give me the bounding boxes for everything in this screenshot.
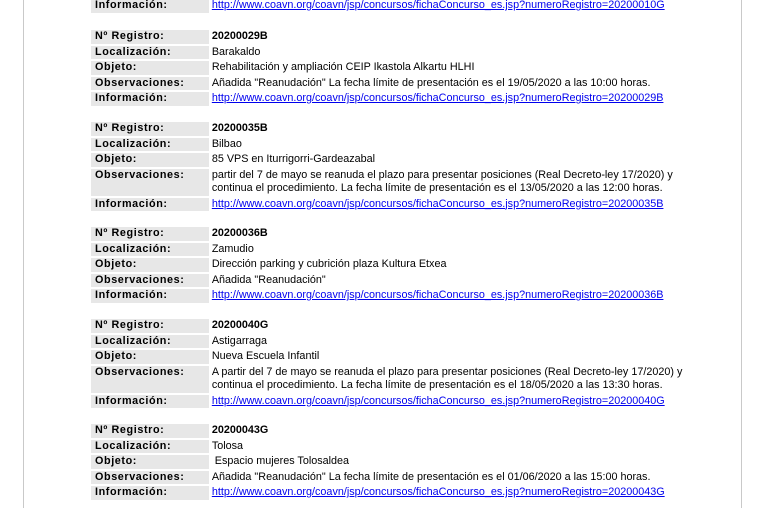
record [91,227,691,305]
observaciones-value: Añadida "Reanudación" [211,273,326,286]
info-link[interactable]: http://www.coavn.org/coavn/jsp/concursos/fichaConcurso_es.jsp?numeroRegistro=20200043G [211,486,665,498]
info-link[interactable]: http://www.coavn.org/coavn/jsp/concursos/fichaConcurso_es.jsp?numeroRegistro=20200035B [211,197,664,210]
info-label: Información: [91,198,209,212]
info-label: Información: [91,289,209,303]
localizacion-label: Localización: [91,46,209,60]
registro-value: 20200029B [211,30,268,42]
record [91,30,691,108]
info-label: Información: [91,395,209,409]
observaciones-label: Observaciones: [91,169,209,196]
localizacion-value: Bilbao [211,137,242,150]
objeto-value: 85 VPS en Iturrigorri-Gardeazabal [211,153,376,165]
objeto-label: Objeto: [91,61,209,75]
objeto-label: Objeto: [91,350,209,364]
info-row [91,0,691,13]
registro-label: Nº Registro: [91,424,209,438]
observaciones-value: partir del 7 de mayo se reanuda el plazo para presentar posiciones (Real Decreto-ley 17/2020) y continua el procedimiento. La fecha límite de presentación es el 13/05/2020 a las 12:00 horas. [211,168,673,194]
registro-value: 20200040G [211,319,269,331]
observaciones-label: Observaciones: [91,77,209,91]
objeto-value: Espacio mujeres Tolosaldea [211,455,350,467]
registro-value: 20200043G [211,424,269,436]
info-link[interactable]: http://www.coavn.org/coavn/jsp/concursos/fichaConcurso_es.jsp?numeroRegistro=20200010G [211,0,665,11]
registro-value: 20200035B [211,122,268,134]
info-label: Información: [91,486,209,500]
localizacion-value: Astigarraga [211,334,268,347]
localizacion-value: Zamudio [211,242,254,255]
observaciones-value: Añadida "Reanudación" La fecha límite de presentación es el 01/06/2020 a las 15:00 horas. [211,470,651,483]
registro-label: Nº Registro: [91,122,209,136]
info-link[interactable]: http://www.coavn.org/coavn/jsp/concursos/fichaConcurso_es.jsp?numeroRegistro=20200029B [211,92,664,104]
observaciones-label: Observaciones: [91,366,209,393]
localizacion-label: Localización: [91,335,209,349]
registro-label: Nº Registro: [91,227,209,241]
record [91,424,691,502]
objeto-value: Nueva Escuela Infantil [211,350,320,362]
info-label: Información: [91,92,209,106]
localizacion-label: Localización: [91,440,209,454]
record [91,319,691,410]
registro-value: 20200036B [211,227,268,239]
objeto-label: Objeto: [91,153,209,167]
observaciones-value: A partir del 7 de mayo se reanuda el plazo para presentar posiciones (Real Decreto-ley 17/2020) y continua el procedimiento. La fecha límite de presentación es el 18/05/2020 a las 13:30 horas. [211,365,683,391]
info-label: Información: [91,0,209,13]
localizacion-value: Barakaldo [211,45,261,58]
objeto-label: Objeto: [91,258,209,272]
objeto-value: Rehabilitación y ampliación CEIP Ikastola Alkartu HLHI [211,61,475,73]
objeto-label: Objeto: [91,455,209,469]
localizacion-label: Localización: [91,138,209,152]
record-partial [91,0,691,15]
info-link[interactable]: http://www.coavn.org/coavn/jsp/concursos/fichaConcurso_es.jsp?numeroRegistro=20200040G [211,394,665,407]
record [91,122,691,213]
info-link[interactable]: http://www.coavn.org/coavn/jsp/concursos/fichaConcurso_es.jsp?numeroRegistro=20200036B [211,289,664,301]
registro-label: Nº Registro: [91,30,209,44]
localizacion-value: Tolosa [211,439,244,452]
objeto-value: Dirección parking y cubrición plaza Kultura Etxea [211,258,447,270]
observaciones-value: Añadida "Reanudación" La fecha límite de presentación es el 19/05/2020 a las 10:00 horas. [211,76,651,89]
localizacion-label: Localización: [91,243,209,257]
observaciones-label: Observaciones: [91,471,209,485]
registro-label: Nº Registro: [91,319,209,333]
observaciones-label: Observaciones: [91,274,209,288]
